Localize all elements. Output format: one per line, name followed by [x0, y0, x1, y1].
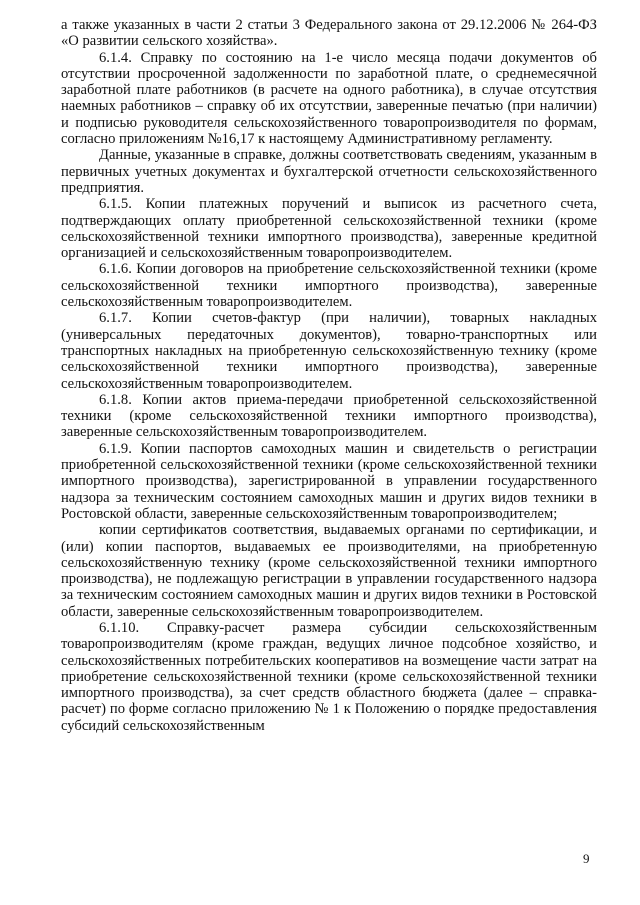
paragraph-6-1-8: 6.1.8. Копии актов приема-передачи приобретенной сельскохозяйственной техники (кроме сельскохозяйственной техники импортного производства), заверенные сельскохозяйственным товаропроизводителем. — [61, 391, 597, 441]
paragraph-6-1-9: 6.1.9. Копии паспортов самоходных машин и свидетельств о регистрации приобретенной сельскохозяйственной техники (кроме сельскохозяйственной техники импортного производства), зарегистрированной в управлении государственного надзора за техническим состоянием самоходных машин и других видов техники в Ростовской области, заверенные сельскохозяйственным товаропроизводителем; — [61, 440, 597, 522]
paragraph-6-1-4: 6.1.4. Справку по состоянию на 1-е число месяца подачи документов об отсутствии просроченной задолженности по заработной плате, о среднемесячной заработной плате работников (в расчете на одного работника), в случае отсутствия наемных работников – справку об их отсутствии, заверенные печатью (при наличии) и подписью руководителя сельскохозяйственного товаропроизводителя по формам, согласно приложениям №16,17 к настоящему Административному регламенту. — [61, 49, 597, 148]
paragraph-6-1-7: 6.1.7. Копии счетов-фактур (при наличии), товарных накладных (универсальных передаточных документов), товарно-транспортных или транспортных накладных на приобретенную сельскохозяйственную технику (кроме сельскохозяйственной техники импортного производства), заверенные сельскохозяйственным товаропроизводителем. — [61, 310, 597, 392]
paragraph-6-1-10: 6.1.10. Справку-расчет размера субсидии сельскохозяйственным товаропроизводителям (кроме граждан, ведущих личное подсобное хозяйство, и сельскохозяйственных потребительских кооперативов на возмещение части затрат на приобретение сельскохозяйственной техники (кроме сельскохозяйственной техники импортного производства), за счет средств областного бюджета (далее – справка-расчет) по форме согласно приложению № 1 к Положению о порядке предоставления субсидий сельскохозяйственным — [61, 619, 597, 734]
paragraph-6-1-6: 6.1.6. Копии договоров на приобретение сельскохозяйственной техники (кроме сельскохозяйственной техники импортного производства), заверенные сельскохозяйственным товаропроизводителем. — [61, 261, 597, 311]
paragraph-continuation: а также указанных в части 2 статьи 3 Федерального закона от 29.12.2006 № 264-ФЗ «О развитии сельского хозяйства». — [61, 17, 597, 50]
page-number: 9 — [583, 851, 590, 866]
paragraph-certificates: копии сертификатов соответствия, выдаваемых органами по сертификации, и (или) копии паспортов, выдаваемых ее производителями, на приобретенную сельскохозяйственную технику (кроме сельскохозяйственной техники импортного производства), не подлежащую регистрации в управлении государственного надзора за техническим состоянием самоходных машин и других видов техники в Ростовской области, заверенные сельскохозяйственным товаропроизводителем. — [61, 522, 597, 620]
paragraph-6-1-5: 6.1.5. Копии платежных поручений и выписок из расчетного счета, подтверждающих оплату приобретенной сельскохозяйственной техники (кроме сельскохозяйственной техники импортного производства), заверенные кредитной организацией и сельскохозяйственным товаропроизводителем. — [61, 196, 597, 262]
document-body — [61, 17, 597, 734]
paragraph-data-note: Данные, указанные в справке, должны соответствовать сведениям, указанным в первичных учетных документах и бухгалтерской отчетности сельскохозяйственного предприятия. — [61, 147, 597, 196]
